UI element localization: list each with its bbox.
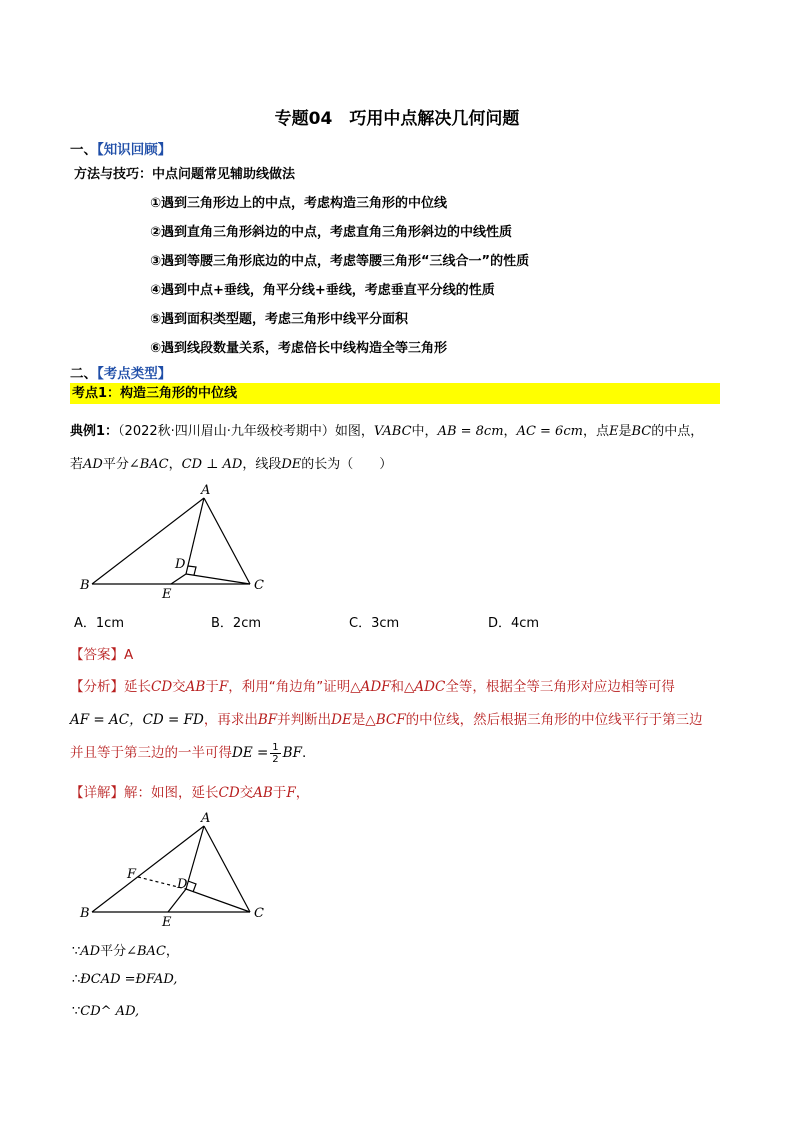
label-c: C [254, 578, 264, 593]
method-item: ①遇到三角形边上的中点，考虑构造三角形的中位线 [150, 196, 448, 211]
example-text: 若 [70, 457, 84, 472]
fraction-numerator: 1 [272, 741, 279, 753]
option-letter: B． [211, 616, 233, 631]
analysis-text: 交 [172, 679, 186, 695]
math-equation: CD^ AD, [80, 1004, 140, 1019]
methods-heading: 方法与技巧：中点问题常见辅助线做法 [74, 167, 296, 182]
period: . [301, 745, 307, 761]
method-item: ⑥遇到线段数量关系，考虑倍长中线构造全等三角形 [150, 341, 448, 356]
example-text: 是 [618, 424, 632, 439]
analysis-text: 并判断出 [277, 712, 332, 728]
label-e: E [162, 915, 172, 930]
example-text: （2022秋·四川眉山·九年级校考期中）如图， [118, 424, 374, 439]
math-cd: CD [218, 785, 240, 801]
math-ab: AB = 8cm [437, 424, 504, 439]
math-bf: BF [257, 712, 278, 728]
example-text: ，线段 [242, 457, 282, 472]
math-ab: AB [253, 785, 273, 801]
section-knowledge-review [70, 138, 171, 158]
analysis-line-2 [70, 708, 703, 728]
proof-text: ， [165, 944, 179, 959]
math-triangle: VABC [373, 424, 412, 439]
detail-text: 解：如图，延长 [124, 785, 219, 801]
option-text: 3cm [371, 616, 400, 631]
analysis-text: 于 [205, 679, 219, 695]
segment-ac [204, 498, 250, 584]
segment-ac [204, 826, 250, 912]
analysis-text: 和△ [390, 679, 415, 695]
section-question-types [70, 362, 171, 382]
math-e: E [608, 424, 619, 439]
option-d [488, 612, 539, 631]
analysis-text: 的中位线，然后根据三角形的中位线平行于第三边 [405, 712, 703, 728]
option-b [211, 612, 261, 631]
analysis-line-1 [70, 675, 675, 695]
therefore-symbol: ∴ [72, 972, 81, 987]
detail-text: ， [295, 785, 310, 801]
because-symbol: ∵ [72, 1004, 81, 1019]
option-text: 2cm [232, 616, 262, 631]
segment-de [171, 574, 186, 584]
detail-text: 于 [272, 785, 287, 801]
figure-triangle-1 [70, 480, 280, 605]
analysis-text: 延长 [124, 679, 151, 695]
example-text: 中， [411, 424, 438, 439]
math-bcf: BCF [375, 712, 406, 728]
math-adf: ADF [360, 679, 391, 695]
segment-dc [186, 574, 250, 584]
example-line-1 [70, 420, 703, 439]
math-equations: AF = AC，CD = FD [70, 712, 204, 728]
right-angle-mark [188, 566, 196, 575]
segment-ad [186, 826, 204, 889]
option-letter: A． [74, 616, 96, 631]
example-text: 的长为（ ） [301, 457, 393, 472]
section-label: 【知识回顾】 [97, 142, 172, 158]
example-line-2 [70, 453, 392, 472]
method-item: ③遇到等腰三角形底边的中点，考虑等腰三角形“三线合一”的性质 [150, 254, 530, 269]
page-title: 专题04 巧用中点解决几何问题 [274, 109, 520, 129]
math-f: F [218, 679, 229, 695]
segment-ab [92, 826, 204, 912]
math-de: DE [331, 712, 352, 728]
label-c: C [254, 906, 264, 921]
analysis-text: 是△ [351, 712, 376, 728]
detail-text: 交 [239, 785, 254, 801]
example-text: ，点 [582, 424, 609, 439]
label-a: A [201, 483, 211, 498]
answer-value: A [124, 647, 134, 663]
analysis-line-3 [70, 741, 306, 765]
math-ad: AD [80, 944, 101, 959]
math-cd: CD [151, 679, 173, 695]
option-text: 4cm [511, 616, 540, 631]
label-a: A [201, 811, 211, 826]
section-number: 二、 [70, 366, 97, 382]
answer-label: 【答案】 [70, 647, 124, 663]
analysis-text: ，利用“角边角”证明△ [228, 679, 361, 695]
math-angle: ∠BAC [126, 944, 166, 959]
proof-line-1 [72, 940, 179, 959]
fraction-denominator: 2 [272, 753, 279, 765]
math-de: DE [281, 457, 302, 472]
section-number: 一、 [70, 142, 97, 158]
math-perp: CD ⊥ AD [181, 457, 243, 472]
math-ab: AB [185, 679, 206, 695]
math-f: F [286, 785, 296, 801]
label-f: F [127, 867, 137, 882]
method-item: ④遇到中点+垂线，角平分线+垂线，考虑垂直平分线的性质 [150, 283, 495, 298]
math-bf: BF [282, 745, 302, 761]
label-e: E [162, 587, 172, 602]
option-letter: D． [488, 616, 512, 631]
example-text: ， [503, 424, 517, 439]
proof-line-2 [72, 972, 177, 987]
figure-triangle-2 [70, 808, 280, 933]
option-c [349, 612, 399, 631]
detail-label: 【详解】 [70, 785, 124, 801]
label-d: D [177, 877, 188, 892]
label-b: B [80, 578, 90, 593]
math-ac: AC = 6cm [516, 424, 583, 439]
method-item: ②遇到直角三角形斜边的中点，考虑直角三角形斜边的中线性质 [150, 225, 513, 240]
math-bc: BC [631, 424, 652, 439]
segment-de [168, 889, 186, 912]
math-ad: AD [83, 457, 103, 472]
because-symbol: ∵ [72, 944, 81, 959]
example-text: ， [168, 457, 182, 472]
example-text: 的中点， [651, 424, 704, 439]
math-equation: ÐCAD =ÐFAD, [80, 972, 178, 987]
analysis-text: ，再求出 [203, 712, 258, 728]
proof-line-3 [72, 1004, 139, 1019]
label-d: D [175, 557, 186, 572]
label-b: B [80, 906, 90, 921]
math-angle: ∠BAC [128, 457, 169, 472]
answer-line [70, 643, 133, 663]
analysis-text: 全等，根据全等三角形对应边相等可得 [445, 679, 675, 695]
segment-dc [186, 889, 250, 912]
proof-text: 平分 [100, 944, 127, 959]
example-text: 平分 [102, 457, 129, 472]
example-label: 典例1： [70, 424, 119, 439]
analysis-text: 并且等于第三边的一半可得 [70, 745, 232, 761]
fraction-one-half [270, 742, 280, 765]
section-label: 【考点类型】 [97, 366, 172, 382]
analysis-label: 【分析】 [70, 679, 124, 695]
kaodian-banner: 考点1：构造三角形的中位线 [70, 383, 720, 404]
math-adc: ADC [414, 679, 446, 695]
math-de-eq: DE = [232, 745, 269, 761]
option-letter: C． [349, 616, 372, 631]
option-a [74, 612, 124, 631]
method-item: ⑤遇到面积类型题，考虑三角形中线平分面积 [150, 312, 409, 327]
detail-line [70, 781, 309, 801]
option-text: 1cm [95, 616, 124, 631]
